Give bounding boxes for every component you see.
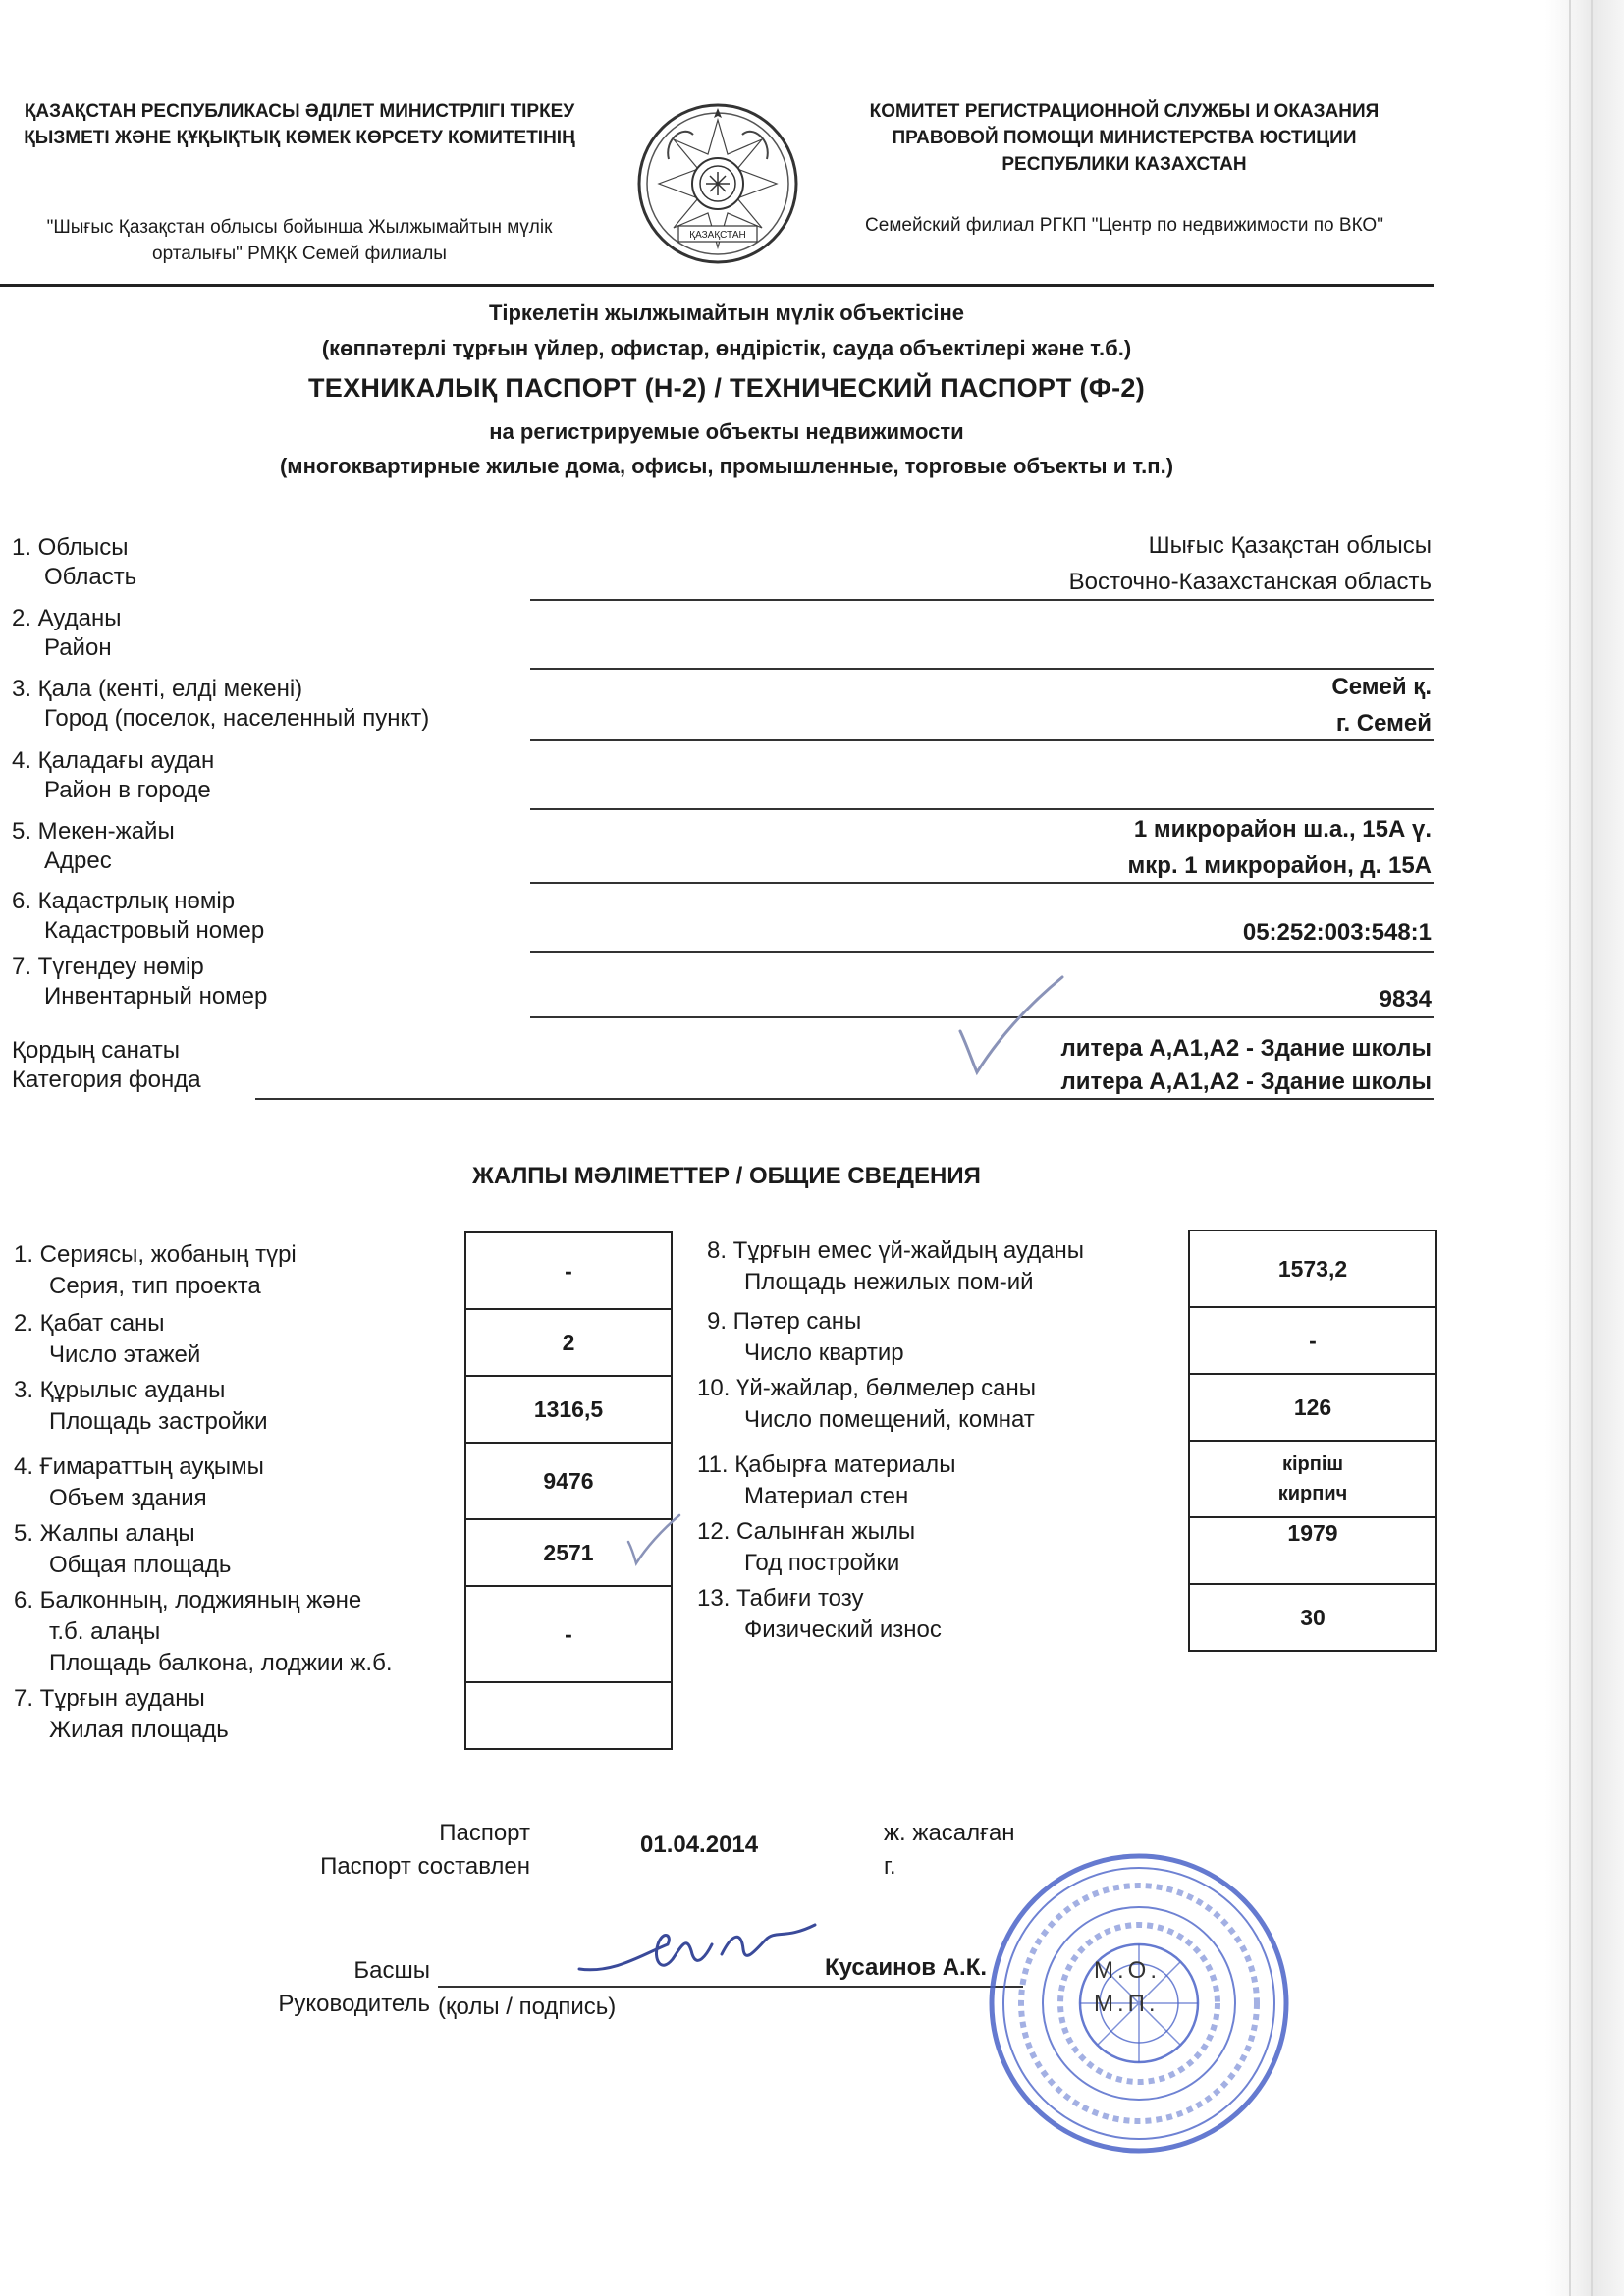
- page-edge-line: [1569, 0, 1571, 2296]
- general-item-built-area-label: 3. Құрылыс ауданы Площадь застройки: [14, 1377, 268, 1435]
- section-title-general: ЖАЛПЫ МӘЛІМЕТТЕР / ОБЩИЕ СВЕДЕНИЯ: [472, 1163, 981, 1189]
- general-value-total-area: 2571: [464, 1518, 673, 1587]
- signature-hint: (қолы / подпись): [438, 1994, 617, 2020]
- page-title: ТЕХНИКАЛЫҚ ПАСПОРТ (Н-2) / ТЕХНИЧЕСКИЙ ПАСПОРТ (Ф-2): [308, 373, 1145, 403]
- field-underline: [530, 808, 1434, 810]
- field-address-value-kz: 1 микрорайон ш.а., 15А ү.: [1133, 816, 1432, 843]
- check-mark-icon: [952, 972, 1070, 1080]
- passport-date: 01.04.2014: [640, 1831, 759, 1858]
- field-city-value-kz: Семей қ.: [1331, 674, 1432, 700]
- passport-date-suffix: ж. жасалған г.: [884, 1820, 1015, 1880]
- passport-compiled-label: Паспорт Паспорт составлен: [320, 1820, 530, 1880]
- general-value-wear: 30: [1188, 1583, 1437, 1652]
- general-value-apartments: -: [1188, 1306, 1437, 1375]
- general-value-series: -: [464, 1231, 673, 1310]
- general-item-floors-label: 2. Қабат саны Число этажей: [14, 1310, 201, 1368]
- general-value-rooms: 126: [1188, 1373, 1437, 1442]
- title-line-1: Тіркелетін жылжымайтын мүлік объектісіне: [488, 301, 965, 325]
- general-item-series-label: 1. Сериясы, жобаның түрі Серия, тип проекта: [14, 1241, 297, 1299]
- header-left-org: ҚАЗАҚСТАН РЕСПУБЛИКАСЫ ӘДІЛЕТ МИНИСТРЛІГІ ТІРКЕУ ҚЫЗМЕТІ ЖӘНЕ ҚҰҚЫҚТЫҚ КӨМЕК КӨРСЕТУ КОМИТЕТІНІҢ: [24, 101, 575, 148]
- state-emblem-icon: [634, 100, 801, 267]
- field-underline: [255, 1098, 1434, 1100]
- header-left-branch: "Шығыс Қазақстан облысы бойынша Жылжымайтын мүлік орталығы" РМҚК Семей филиалы: [46, 217, 553, 264]
- wall-material-ru: кирпич: [1277, 1483, 1348, 1504]
- signature-line: [438, 1986, 1023, 1988]
- stamp-place-marker: М.О. М.П.: [1094, 1957, 1161, 2017]
- field-cadastral-value: 05:252:003:548:1: [1242, 919, 1432, 946]
- head-name: Кусаинов А.К.: [825, 1954, 988, 1981]
- header-right-org: КОМИТЕТ РЕГИСТРАЦИОННОЙ СЛУЖБЫ И ОКАЗАНИЯ ПРАВОВОЙ ПОМОЩИ МИНИСТЕРСТВА ЮСТИЦИИ РЕСПУБЛИКИ КАЗАХСТАН: [869, 101, 1380, 175]
- general-value-floors: 2: [464, 1308, 673, 1377]
- general-item-wear-label: 13. Табиғи тозу Физический износ: [697, 1585, 942, 1643]
- general-item-volume-label: 4. Ғимараттың ауқымы Объем здания: [14, 1453, 264, 1511]
- general-value-year: 1979: [1188, 1516, 1437, 1585]
- field-city-label: 3. Қала (кенті, елді мекені) Город (поселок, населенный пункт): [12, 676, 430, 732]
- field-fund-category-label: Қордың санаты Категория фонда: [12, 1037, 201, 1093]
- field-cadastral-label: 6. Кадастрлық нөмір Кадастровый номер: [12, 888, 265, 944]
- field-city-district-label: 4. Қаладағы аудан Район в городе: [12, 747, 215, 803]
- title-line-4: на регистрируемые объекты недвижимости: [489, 419, 964, 444]
- field-oblast-value-kz: Шығыс Қазақстан облысы: [1148, 532, 1432, 559]
- general-item-living-area-label: 7. Тұрғын ауданы Жилая площадь: [14, 1685, 229, 1743]
- field-underline: [530, 599, 1434, 601]
- header-divider: [0, 284, 1434, 287]
- general-value-volume: 9476: [464, 1442, 673, 1520]
- general-value-living-area: [464, 1681, 673, 1750]
- general-item-apartments-label: 9. Пәтер саны Число квартир: [707, 1308, 904, 1366]
- field-address-value-ru: мкр. 1 микрорайон, д. 15А: [1127, 852, 1432, 879]
- field-oblast-label: 1. Облысы Область: [12, 534, 137, 590]
- title-line-2: (көппәтерлі тұрғын үйлер, офистар, өндірістік, сауда объектілері және т.б.): [321, 336, 1132, 360]
- wall-material-kz: кірпіш: [1281, 1453, 1344, 1475]
- field-underline: [530, 739, 1434, 741]
- field-address-label: 5. Мекен-жайы Адрес: [12, 818, 175, 874]
- general-item-wall-material-label: 11. Қабырға материалы Материал стен: [697, 1451, 956, 1509]
- signature-icon: [574, 1915, 820, 1984]
- field-oblast-value-ru: Восточно-Казахстанская область: [1068, 569, 1432, 595]
- emblem-text: ҚАЗАҚСТАН: [689, 230, 746, 241]
- general-value-balcony: -: [464, 1585, 673, 1683]
- head-label: Басшы Руководитель: [278, 1957, 430, 2017]
- page-edge-line: [1591, 0, 1593, 2296]
- field-inventory-value: 9834: [1379, 986, 1432, 1012]
- field-fund-category-value-ru: литера А,А1,А2 - Здание школы: [1060, 1068, 1432, 1095]
- general-value-built-area: 1316,5: [464, 1375, 673, 1444]
- field-underline: [530, 668, 1434, 670]
- field-inventory-label: 7. Түгендеу нөмір Инвентарный номер: [12, 954, 268, 1010]
- page-edge: [1545, 0, 1624, 2296]
- general-item-year-label: 12. Салынған жылы Год постройки: [697, 1518, 916, 1576]
- field-city-value-ru: г. Семей: [1335, 710, 1432, 737]
- field-underline: [530, 882, 1434, 884]
- general-item-total-area-label: 5. Жалпы алаңы Общая площадь: [14, 1520, 232, 1578]
- title-line-5: (многоквартирные жилые дома, офисы, промышленные, торговые объекты и т.п.): [279, 454, 1174, 478]
- field-rayon-label: 2. Ауданы Район: [12, 605, 122, 661]
- header-right-branch: Семейский филиал РГКП "Центр по недвижимости по ВКО": [865, 215, 1383, 236]
- check-mark-icon: [624, 1512, 683, 1566]
- general-item-balcony-label: 6. Балконның, лоджияның және т.б. алаңы Площадь балкона, лоджии ж.б.: [14, 1587, 393, 1676]
- general-value-wall-material: [1188, 1440, 1437, 1518]
- general-item-nonresidential-label: 8. Тұрғын емес үй-жайдың ауданы Площадь нежилых пом-ий: [707, 1237, 1084, 1295]
- field-fund-category-value-kz: литера А,А1,А2 - Здание школы: [1060, 1035, 1432, 1062]
- general-item-rooms-label: 10. Үй-жайлар, бөлмелер саны Число помещений, комнат: [697, 1375, 1036, 1433]
- general-value-nonresidential: 1573,2: [1188, 1230, 1437, 1308]
- field-underline: [530, 951, 1434, 953]
